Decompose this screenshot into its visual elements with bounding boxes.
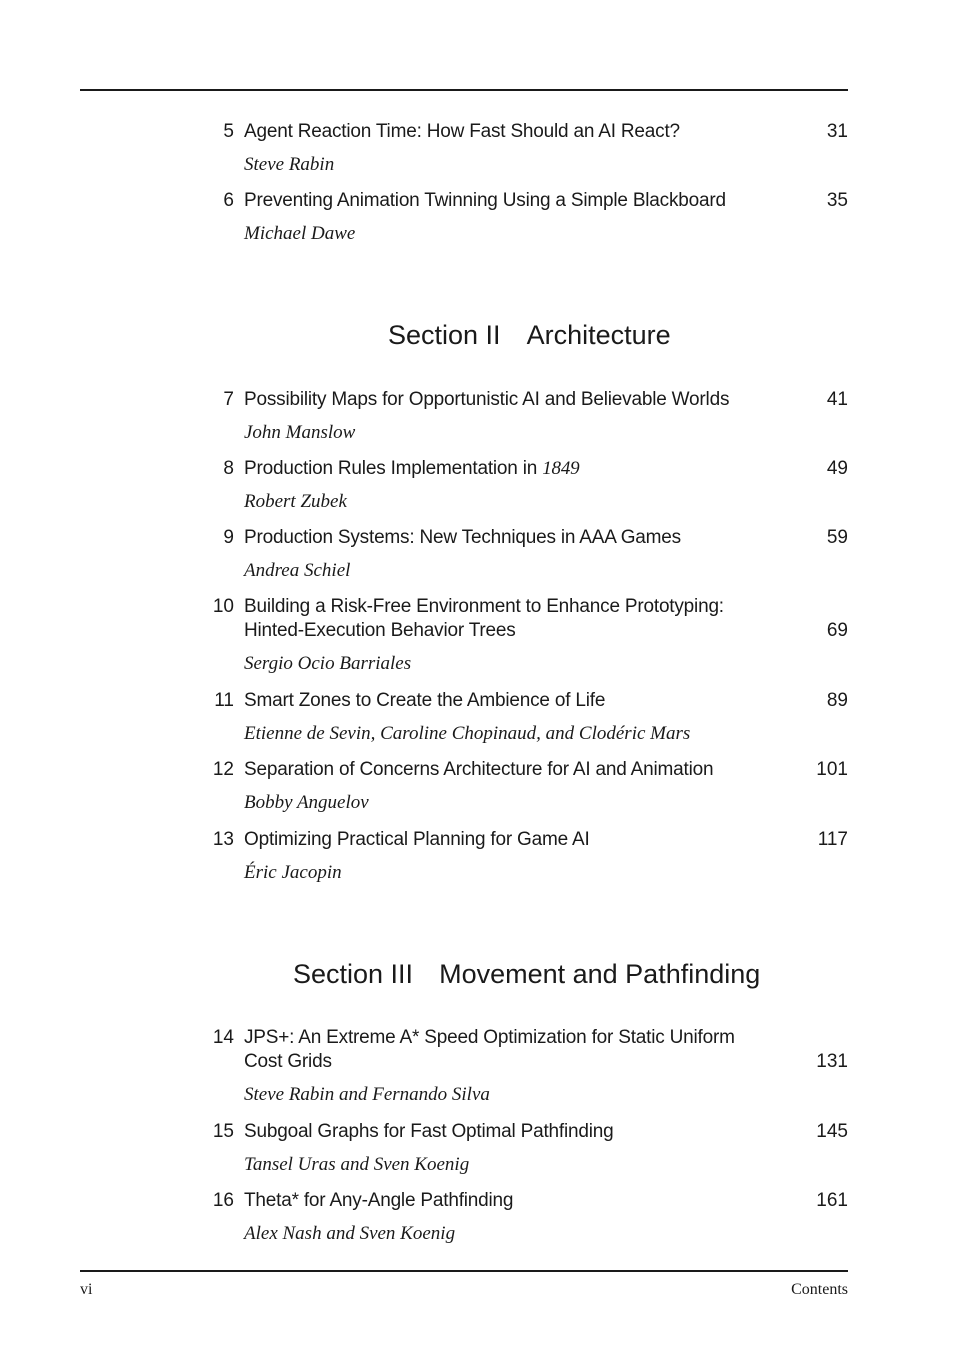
chapter-title-text: Theta* for Any-Angle Pathfinding xyxy=(244,1190,514,1211)
chapter-number: 14 xyxy=(212,1027,234,1048)
section-name: Movement and Pathfinding xyxy=(439,959,761,989)
chapter-title xyxy=(244,1026,764,1074)
chapter-title-text: Separation of Concerns Architecture for AI and Animation xyxy=(244,759,714,780)
page-number: 31 xyxy=(826,121,848,142)
chapter-title xyxy=(244,595,764,643)
page-number: 161 xyxy=(816,1190,848,1211)
chapter-title-text: Possibility Maps for Opportunistic AI and Believable Worlds xyxy=(244,389,730,410)
toc-entry[interactable] xyxy=(200,1026,848,1116)
chapter-number: 10 xyxy=(212,596,234,617)
toc-entry[interactable] xyxy=(200,457,848,523)
chapter-author: Steve Rabin xyxy=(244,154,335,175)
page-number: 101 xyxy=(816,759,848,780)
footer-page-number: vi xyxy=(80,1281,93,1298)
chapter-title-italic: 1849 xyxy=(542,458,580,479)
section-name: Architecture xyxy=(526,320,671,350)
chapter-author: Robert Zubek xyxy=(244,491,347,512)
chapter-author: Etienne de Sevin, Caroline Chopinaud, and Clodéric Mars xyxy=(244,723,691,744)
toc-entry[interactable] xyxy=(200,526,848,592)
page-number: 35 xyxy=(826,190,848,211)
chapter-title-text: Preventing Animation Twinning Using a Simple Blackboard xyxy=(244,190,726,211)
chapter-author: John Manslow xyxy=(244,422,356,443)
chapter-author: Tansel Uras and Sven Koenig xyxy=(244,1154,470,1175)
chapter-author: Éric Jacopin xyxy=(244,862,342,883)
chapter-author: Sergio Ocio Barriales xyxy=(244,653,412,674)
chapter-number: 12 xyxy=(212,759,234,780)
chapter-title xyxy=(244,1120,764,1144)
page-number: 117 xyxy=(817,829,848,850)
section-heading xyxy=(0,957,960,991)
chapter-title-text: JPS+: An Extreme A* Speed Optimization for Static Uniform xyxy=(244,1027,735,1048)
chapter-number: 5 xyxy=(223,121,234,142)
chapter-number: 11 xyxy=(214,690,234,711)
chapter-title-text: Production Rules Implementation in xyxy=(244,458,538,479)
toc-entry[interactable] xyxy=(200,1120,848,1186)
chapter-title xyxy=(244,1189,764,1213)
chapter-number: 6 xyxy=(223,190,234,211)
section-label: Section II xyxy=(388,320,501,350)
chapter-title-text: Optimizing Practical Planning for Game AI xyxy=(244,829,590,850)
chapter-author: Alex Nash and Sven Koenig xyxy=(244,1223,456,1244)
toc-entry[interactable] xyxy=(200,758,848,824)
footer-running-head: Contents xyxy=(791,1281,848,1298)
chapter-title xyxy=(244,457,764,481)
page-number: 59 xyxy=(826,527,848,548)
chapter-title xyxy=(244,828,764,852)
section-heading xyxy=(0,318,960,352)
chapter-title-text: Production Systems: New Techniques in AAA Games xyxy=(244,527,681,548)
chapter-title-text: Building a Risk-Free Environment to Enhance Prototyping: xyxy=(244,596,724,617)
page-number: 89 xyxy=(826,690,848,711)
chapter-title-text: Smart Zones to Create the Ambience of Life xyxy=(244,690,606,711)
chapter-title xyxy=(244,388,764,412)
chapter-title xyxy=(244,526,764,550)
bottom-rule xyxy=(80,1270,848,1272)
toc-entry[interactable] xyxy=(200,1189,848,1255)
toc-entry[interactable] xyxy=(200,388,848,454)
chapter-number: 16 xyxy=(212,1190,234,1211)
page-number: 69 xyxy=(826,620,848,641)
page-number: 41 xyxy=(826,389,848,410)
toc-entry[interactable] xyxy=(200,120,848,186)
chapter-title-line2: Cost Grids xyxy=(244,1051,332,1072)
chapter-title-line2: Hinted-Execution Behavior Trees xyxy=(244,620,516,641)
page-number: 131 xyxy=(816,1051,848,1072)
chapter-number: 13 xyxy=(212,829,234,850)
toc-entry[interactable] xyxy=(200,828,848,894)
chapter-title xyxy=(244,120,764,144)
chapter-title-text: Subgoal Graphs for Fast Optimal Pathfinding xyxy=(244,1121,614,1142)
page-number: 49 xyxy=(826,458,848,479)
chapter-number: 8 xyxy=(223,458,234,479)
toc-entry[interactable] xyxy=(200,189,848,255)
chapter-author: Bobby Anguelov xyxy=(244,792,369,813)
chapter-title xyxy=(244,758,764,782)
chapter-author: Andrea Schiel xyxy=(244,560,351,581)
chapter-title xyxy=(244,189,764,213)
chapter-number: 7 xyxy=(223,389,234,410)
chapter-title xyxy=(244,689,764,713)
chapter-number: 9 xyxy=(223,527,234,548)
chapter-number: 15 xyxy=(212,1121,234,1142)
chapter-author: Michael Dawe xyxy=(244,223,356,244)
toc-entry[interactable] xyxy=(200,595,848,685)
page-number: 145 xyxy=(816,1121,848,1142)
toc-entry[interactable] xyxy=(200,689,848,755)
chapter-author: Steve Rabin and Fernando Silva xyxy=(244,1084,490,1105)
section-label: Section III xyxy=(293,959,414,989)
chapter-title-text: Agent Reaction Time: How Fast Should an AI React? xyxy=(244,121,680,142)
